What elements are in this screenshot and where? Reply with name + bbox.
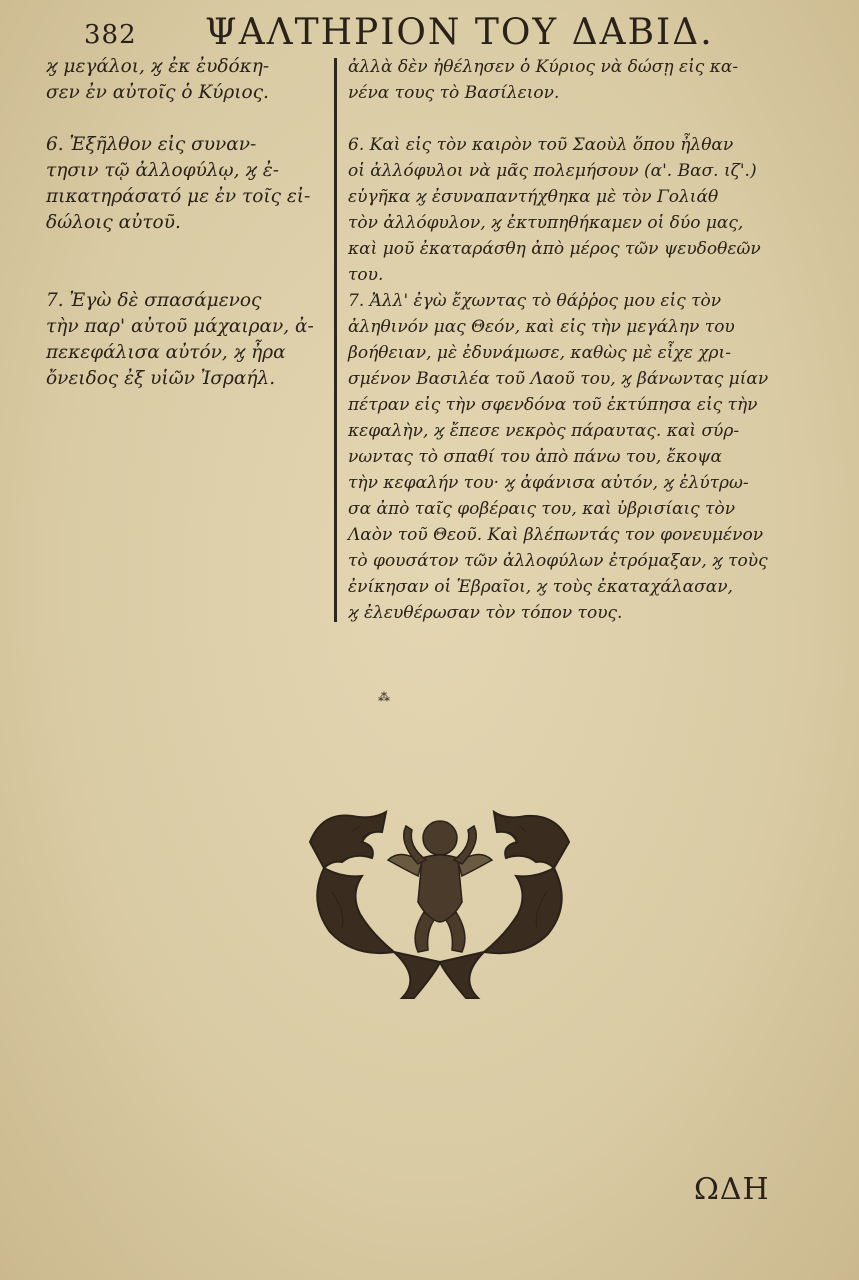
right-line: Λαὸν τοῦ Θεοῦ. Καὶ βλέπωντάς τον φονευμένον (348, 525, 764, 545)
right-line: 7. Ἀλλ' ἐγὼ ἔχωντας τὸ θάῤῥος μου εἰς τὸν (348, 291, 722, 311)
right-line: τὴν κεφαλήν του· ϗ ἀφάνισα αὐτόν, ϗ ἐλύτρω- (348, 473, 749, 493)
left-column (46, 54, 324, 392)
left-line: ϗ μεγάλοι, ϗ ἐκ ἐυδόκη- (46, 56, 270, 77)
column-divider (334, 58, 337, 622)
right-line: εὑγῆκα ϗ ἐσυναπαντήχθηκα μὲ τὸν Γολιάθ (348, 187, 719, 207)
right-line: βοήθειαν, μὲ ἐδυνάμωσε, καθὼς μὲ εἶχε χρι- (348, 343, 731, 363)
right-line (348, 106, 818, 132)
right-line: σα ἀπὸ ταῖς φοβέραις του, καὶ ὑβρισίαις τὸν (348, 499, 736, 519)
right-column (348, 54, 818, 626)
left-line: ὄνειδος ἐξ υἱῶν Ἰσραήλ. (46, 368, 276, 389)
right-line: 6. Καὶ εἰς τὸν καιρὸν τοῦ Σαοὺλ ὅπου ἦλθαν (348, 135, 734, 155)
left-line (46, 262, 324, 288)
catchword: ΩΔΗ (694, 1172, 770, 1207)
left-line: τησιν τῷ ἀλλοφύλῳ, ϗ ἐ- (46, 160, 279, 181)
left-line: σεν ἐν αὐτοῖς ὁ Κύριος. (46, 82, 269, 103)
right-line: οἱ ἀλλόφυλοι νὰ μᾶς πολεμήσουν (α'. Βασ. ιζ'.) (348, 161, 757, 181)
left-line: 7. Ἐγὼ δὲ σπασάμενος (46, 290, 262, 311)
right-line: καὶ μοῦ ἐκαταράσθη ἀπὸ μέρος τῶν ψευδοθεῶν (348, 239, 761, 259)
left-line: πεκεφάλισα αὐτόν, ϗ ἦρα (46, 342, 286, 363)
left-line: πικατηράσατό με ἐν τοῖς εἰ- (46, 186, 311, 207)
right-line: κεφαλὴν, ϗ ἔπεσε νεκρὸς πάραυτας. καὶ σύρ- (348, 421, 740, 441)
right-line: ϗ ἐλευθέρωσαν τὸν τόπον τους. (348, 603, 623, 623)
page-number: 382 (84, 20, 137, 50)
right-line: νωντας τὸ σπαθί του ἀπὸ πάνω του, ἔκοψα (348, 447, 722, 467)
right-line: πέτραν εἰς τὴν σφενδόνα τοῦ ἐκτύπησα εἰς τὴν (348, 395, 758, 415)
left-line: 6. Ἐξῆλθον εἰς συναν- (46, 134, 257, 155)
running-title: ΨΑΛΤΗΡΙΟΝ ΤΟΥ ΔΑΒΙΔ. (205, 12, 714, 53)
left-line: δώλοις αὐτοῦ. (46, 212, 181, 233)
right-line: τὸ φουσάτον τῶν ἀλλοφύλων ἐτρόμαξαν, ϗ τοὺς (348, 551, 768, 571)
right-line: νένα τους τὸ Βασίλειον. (348, 83, 560, 103)
printer-mark: ⁂ (378, 690, 390, 704)
right-line: ἀλλὰ δὲν ἠθέλησεν ὁ Κύριος νὰ δώσῃ εἰς κα- (348, 57, 739, 77)
left-line: τὴν παρ' αὐτοῦ μάχαιραν, ἀ- (46, 316, 314, 337)
right-line: τὸν ἀλλόφυλον, ϗ ἐκτυπηθήκαμεν οἱ δύο μας, (348, 213, 744, 233)
right-line: του. (348, 265, 384, 285)
left-line (46, 236, 324, 262)
cherub-with-dragons-woodcut-icon (302, 802, 577, 1002)
right-line: σμένον Βασιλέα τοῦ Λαοῦ του, ϗ βάνωντας μίαν (348, 369, 769, 389)
left-line (46, 106, 324, 132)
right-line: ἐνίκησαν οἱ Ἑβραῖοι, ϗ τοὺς ἐκαταχάλασαν, (348, 577, 733, 597)
right-line: ἀληθινόν μας Θεόν, καὶ εἰς τὴν μεγάλην του (348, 317, 735, 337)
